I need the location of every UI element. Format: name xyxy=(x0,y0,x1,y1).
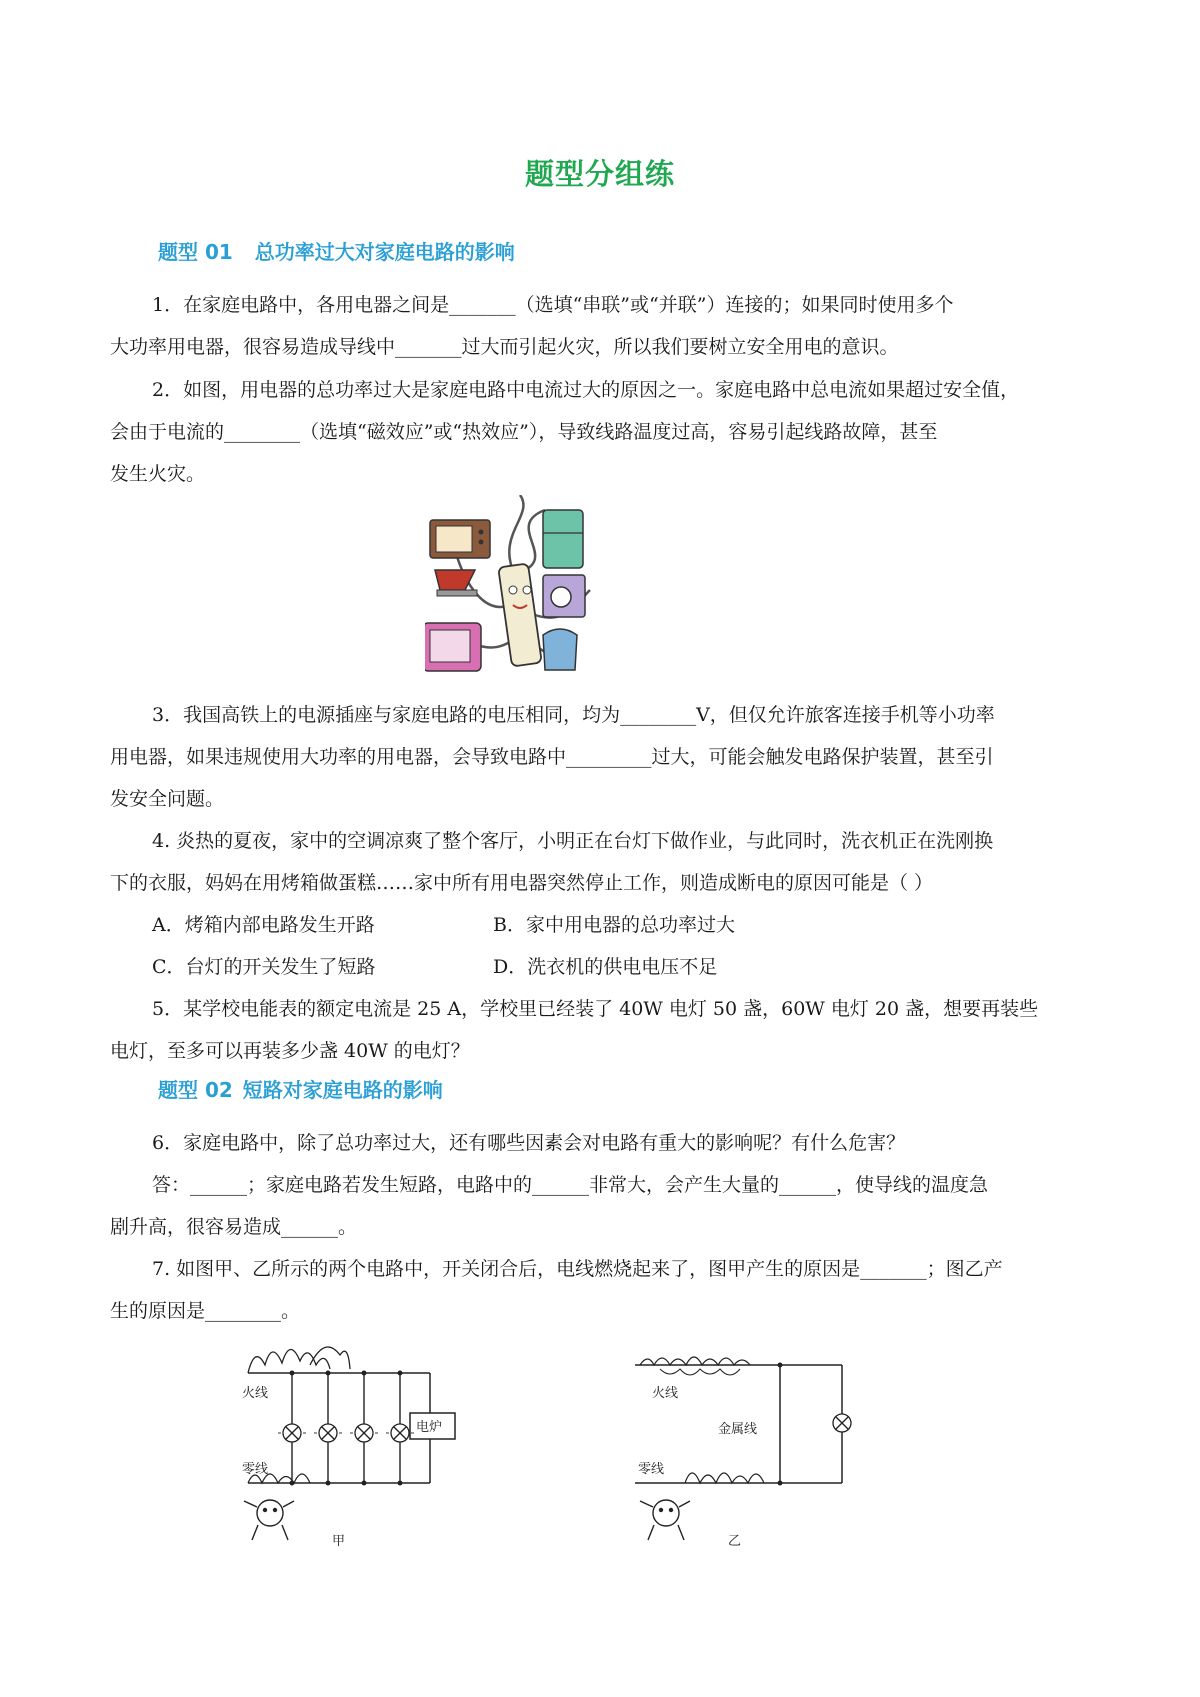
neutral-wire-label: 零线 xyxy=(242,1462,269,1477)
page-title: 题型分组练 xyxy=(524,157,675,191)
q7-line1: 7. 如图甲、乙所示的两个电路中，开关闭合后，电线燃烧起来了，图甲产生的原因是_______；图乙产 xyxy=(152,1258,1003,1280)
metal-wire-label: 金属线 xyxy=(718,1422,758,1437)
live-wire-label: 火线 xyxy=(242,1386,269,1401)
q4-option-d: D．洗衣机的供电电压不足 xyxy=(493,956,718,978)
q2-line3: 发生火灾。 xyxy=(110,463,206,485)
flame-icon xyxy=(640,1357,750,1365)
circuit-figure-yi xyxy=(630,1335,870,1550)
q2-line1: 2．如图，用电器的总功率过大是家庭电路中电流过大的原因之一。家庭电路中总电流如果超过安全值， xyxy=(152,379,1020,401)
section-02-label: 题型 02 xyxy=(158,1078,233,1102)
overloaded-power-strip-illustration xyxy=(425,495,625,680)
q6-line3: 剧升高，很容易造成______。 xyxy=(110,1216,358,1238)
cartoon-character-icon xyxy=(244,1500,294,1540)
section-01-title xyxy=(158,236,515,265)
live-wire-label: 火线 xyxy=(652,1386,679,1401)
q2-line2: 会由于电流的________（选填“磁效应”或“热效应”），导致线路温度过高，容易引起线路故障，甚至 xyxy=(110,421,938,443)
q4-option-a: A．烤箱内部电路发生开路 xyxy=(152,914,375,936)
circuit-figure-jia xyxy=(230,1335,510,1550)
figure-jia-caption: 甲 xyxy=(332,1534,346,1549)
q5-line2: 电灯，至多可以再装多少盏 40W 的电灯？ xyxy=(110,1040,470,1062)
q6-line2: 答：______；家庭电路若发生短路，电路中的______非常大，会产生大量的______，使导线的温度急 xyxy=(152,1174,989,1196)
q1-line2: 大功率用电器，很容易造成导线中_______过大而引起火灾，所以我们要树立安全用电的意识。 xyxy=(110,336,899,358)
q1-line1: 1．在家庭电路中，各用电器之间是_______（选填“串联”或“并联”）连接的；如果同时使用多个 xyxy=(152,294,954,316)
q4-line2: 下的衣服，妈妈在用烤箱做蛋糕……家中所有用电器突然停止工作，则造成断电的原因可能是（ ） xyxy=(110,872,934,894)
stove-label: 电炉 xyxy=(416,1420,443,1435)
cartoon-character-icon xyxy=(640,1500,690,1540)
section-02-heading: 短路对家庭电路的影响 xyxy=(242,1078,443,1102)
q7-line2: 生的原因是________。 xyxy=(110,1300,301,1322)
figure-yi-caption: 乙 xyxy=(728,1534,742,1549)
q4-line1: 4. 炎热的夏夜，家中的空调凉爽了整个客厅，小明正在台灯下做作业，与此同时，洗衣机正在洗刚换 xyxy=(152,830,994,852)
neutral-wire-label: 零线 xyxy=(638,1462,665,1477)
q3-line2: 用电器，如果违规使用大功率的用电器，会导致电路中_________过大，可能会触发电路保护装置，甚至引 xyxy=(110,746,994,768)
q6-line1: 6．家庭电路中，除了总功率过大，还有哪些因素会对电路有重大的影响呢？有什么危害？ xyxy=(152,1132,906,1154)
section-01-label: 题型 01 xyxy=(158,240,233,264)
q3-line1: 3．我国高铁上的电源插座与家庭电路的电压相同，均为________V，但仅允许旅客连接手机等小功率 xyxy=(152,704,995,726)
section-01-heading: 总功率过大对家庭电路的影响 xyxy=(254,240,515,264)
lamp-icon xyxy=(283,1424,409,1442)
q4-option-b: B．家中用电器的总功率过大 xyxy=(493,914,735,936)
q3-line3: 发安全问题。 xyxy=(110,788,225,810)
section-02-title xyxy=(158,1074,443,1103)
lamp-icon xyxy=(833,1414,851,1432)
q5-line1: 5．某学校电能表的额定电流是 25 A，学校里已经装了 40W 电灯 50 盏，60W 电灯 20 盏，想要再装些 xyxy=(152,998,1039,1020)
q4-option-c: C．台灯的开关发生了短路 xyxy=(152,956,376,978)
